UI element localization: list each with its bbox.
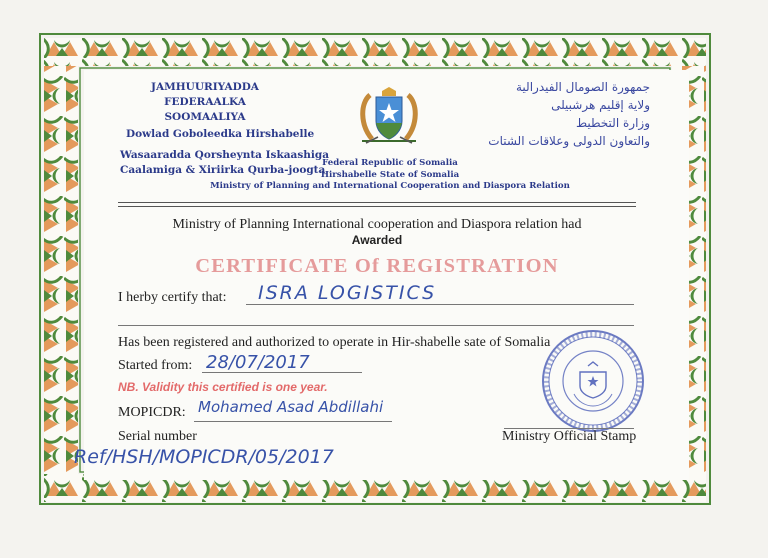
header-divider <box>118 202 636 203</box>
header-center-line2: Hirshabelle State of Somalia <box>320 169 460 180</box>
started-value: 28/07/2017 <box>206 352 310 373</box>
mopicdr-line <box>194 421 392 422</box>
stamp-label: Ministry Official Stamp <box>502 429 637 444</box>
validity-note: NB. Validity this certified is one year. <box>118 380 328 394</box>
serial-value: Ref/HSH/MOPICDR/05/2017 <box>74 446 334 468</box>
header-left-line5: Caalamiga & Xiriirka Qurba-joogta <box>120 164 326 176</box>
header-arabic-text <box>450 78 650 150</box>
certify-line <box>246 304 634 305</box>
header-left-line3: Dowlad Goboleedka Hirshabelle <box>126 128 315 140</box>
header-divider-thin <box>118 206 636 207</box>
blank-line <box>118 325 634 326</box>
header-right-line1: جمهورة الصومال الفيدرالية <box>515 80 650 94</box>
header-left-line2: SOOMAALIYA <box>164 111 246 123</box>
header-left-line1: JAMHUURIYADDA FEDERAALKA <box>151 81 259 108</box>
started-label: Started from: <box>118 358 193 373</box>
official-stamp <box>540 328 646 434</box>
header-english-text <box>205 158 575 193</box>
header-right-line2: ولاية إقليم هرشبيلى <box>551 98 650 112</box>
header-center-line1: Federal Republic of Somalia <box>322 158 458 168</box>
certificate-title: CERTIFICATE Of REGISTRATION <box>195 255 559 277</box>
coat-of-arms-emblem <box>346 85 432 147</box>
awarded-text: Awarded <box>351 233 403 247</box>
mopicdr-signature: Mohamed Asad Abdillahi <box>198 398 384 416</box>
certify-label: I herby certify that: <box>118 290 227 305</box>
header-left-line4: Wasaaradda Qorsheynta Iskaashiga <box>120 149 330 161</box>
header-right-line3: وزارة التخطيط <box>575 116 650 130</box>
intro-text: Ministry of Planning International cooperation and Diaspora relation had <box>172 217 582 232</box>
header-center-line3: Ministry of Planning and International Cooperation and Diaspora Relation <box>210 181 570 191</box>
mopicdr-label: MOPICDR: <box>118 405 186 420</box>
registered-text: Has been registered and authorized to operate in Hir-shabelle sate of Somalia <box>118 335 551 350</box>
serial-label: Serial number <box>118 429 197 444</box>
header-right-line4: والتعاون الدولى وعلاقات الشتات <box>488 134 650 148</box>
certify-value: ISRA LOGISTICS <box>258 282 437 304</box>
